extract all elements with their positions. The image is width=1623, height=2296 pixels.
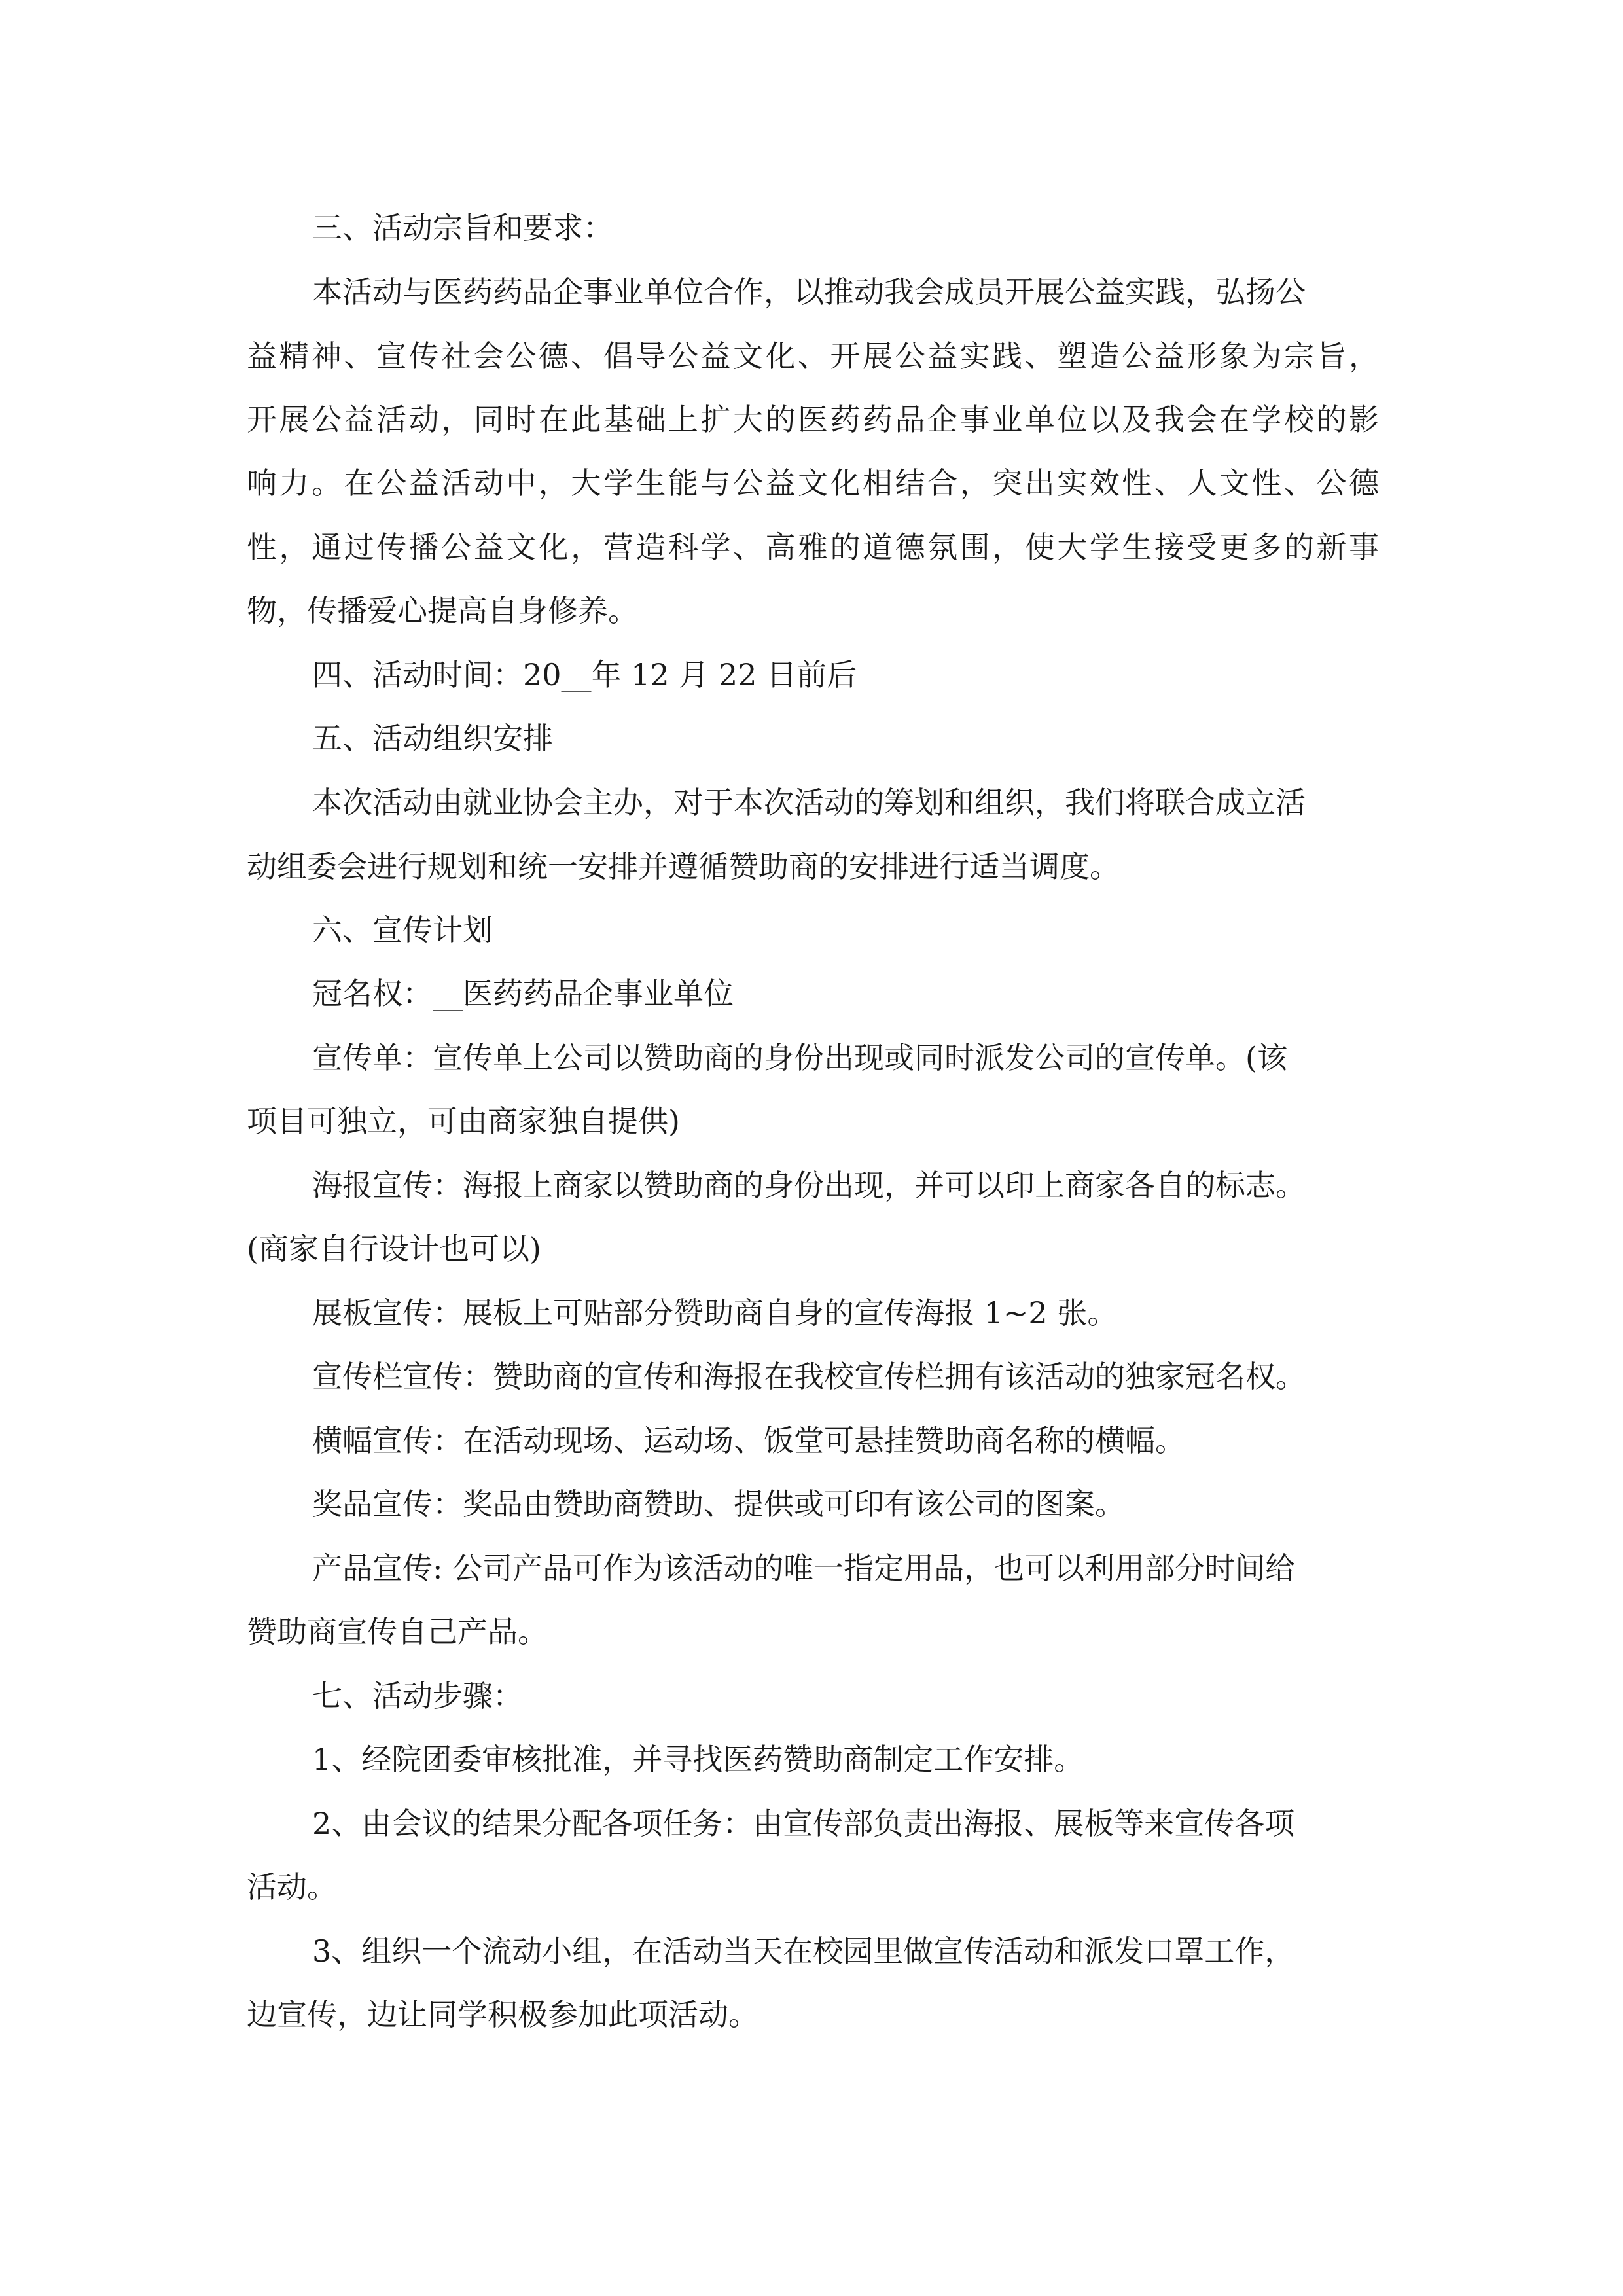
paragraph-line: 横幅宣传：在活动现场、运动场、饭堂可悬挂赞助商名称的横幅。 (312, 1423, 1185, 1458)
paragraph-line: 3、组织一个流动小组，在活动当天在校园里做宣传活动和派发口罩工作， (312, 1933, 1295, 1969)
heading-section-4: 四、活动时间：20__年 12 月 22 日前后 (312, 657, 857, 692)
paragraph-line: 本活动与医药药品企事业单位合作，以推动我会成员开展公益实践，弘扬公 (312, 274, 1306, 310)
paragraph-line: 性，通过传播公益文化，营造科学、高雅的道德氛围，使大学生接受更多的新事 (247, 529, 1379, 565)
paragraph-line: 海报宣传：海报上商家以赞助商的身份出现，并可以印上商家各自的标志。 (312, 1168, 1306, 1203)
paragraph-line: 活动。 (247, 1869, 337, 1905)
paragraph-line: 物，传播爱心提高自身修养。 (247, 593, 638, 628)
paragraph-line: 2、由会议的结果分配各项任务：由宣传部负责出海报、展板等来宣传各项 (312, 1806, 1295, 1841)
paragraph-line: 响力。在公益活动中，大学生能与公益文化相结合，突出实效性、人文性、公德 (247, 465, 1379, 501)
paragraph-line: 宣传栏宣传：赞助商的宣传和海报在我校宣传栏拥有该活动的独家冠名权。 (312, 1359, 1306, 1394)
paragraph-line: 赞助商宣传自己产品。 (247, 1614, 548, 1649)
paragraph-line: 动组委会进行规划和统一安排并遵循赞助商的安排进行适当调度。 (247, 849, 1120, 884)
paragraph-line: 奖品宣传：奖品由赞助商赞助、提供或可印有该公司的图案。 (312, 1486, 1125, 1522)
heading-section-7: 七、活动步骤： (312, 1678, 523, 1713)
paragraph-line: 冠名权：__医药药品企事业单位 (312, 976, 734, 1011)
paragraph-line: 宣传单：宣传单上公司以赞助商的身份出现或同时派发公司的宣传单。(该 (312, 1040, 1287, 1075)
paragraph-line: 本次活动由就业协会主办，对于本次活动的筹划和组织，我们将联合成立活 (312, 785, 1306, 820)
heading-section-6: 六、宣传计划 (312, 912, 493, 948)
paragraph-line: 项目可独立，可由商家独自提供) (247, 1103, 680, 1139)
paragraph-line: (商家自行设计也可以) (247, 1231, 541, 1266)
paragraph-line: 1、经院团委审核批准，并寻找医药赞助商制定工作安排。 (312, 1742, 1084, 1777)
heading-section-5: 五、活动组织安排 (312, 721, 553, 756)
paragraph-line: 展板宣传：展板上可贴部分赞助商自身的宣传海报 1~2 张。 (312, 1295, 1118, 1331)
heading-section-3: 三、活动宗旨和要求： (312, 210, 613, 245)
paragraph-line: 开展公益活动，同时在此基础上扩大的医药药品企事业单位以及我会在学校的影 (247, 402, 1379, 437)
paragraph-line: 益精神、宣传社会公德、倡导公益文化、开展公益实践、塑造公益形象为宗旨， (247, 338, 1379, 374)
paragraph-line: 产品宣传: 公司产品可作为该活动的唯一指定用品，也可以利用部分时间给 (312, 1551, 1296, 1586)
paragraph-line: 边宣传，边让同学积极参加此项活动。 (247, 1997, 758, 2032)
